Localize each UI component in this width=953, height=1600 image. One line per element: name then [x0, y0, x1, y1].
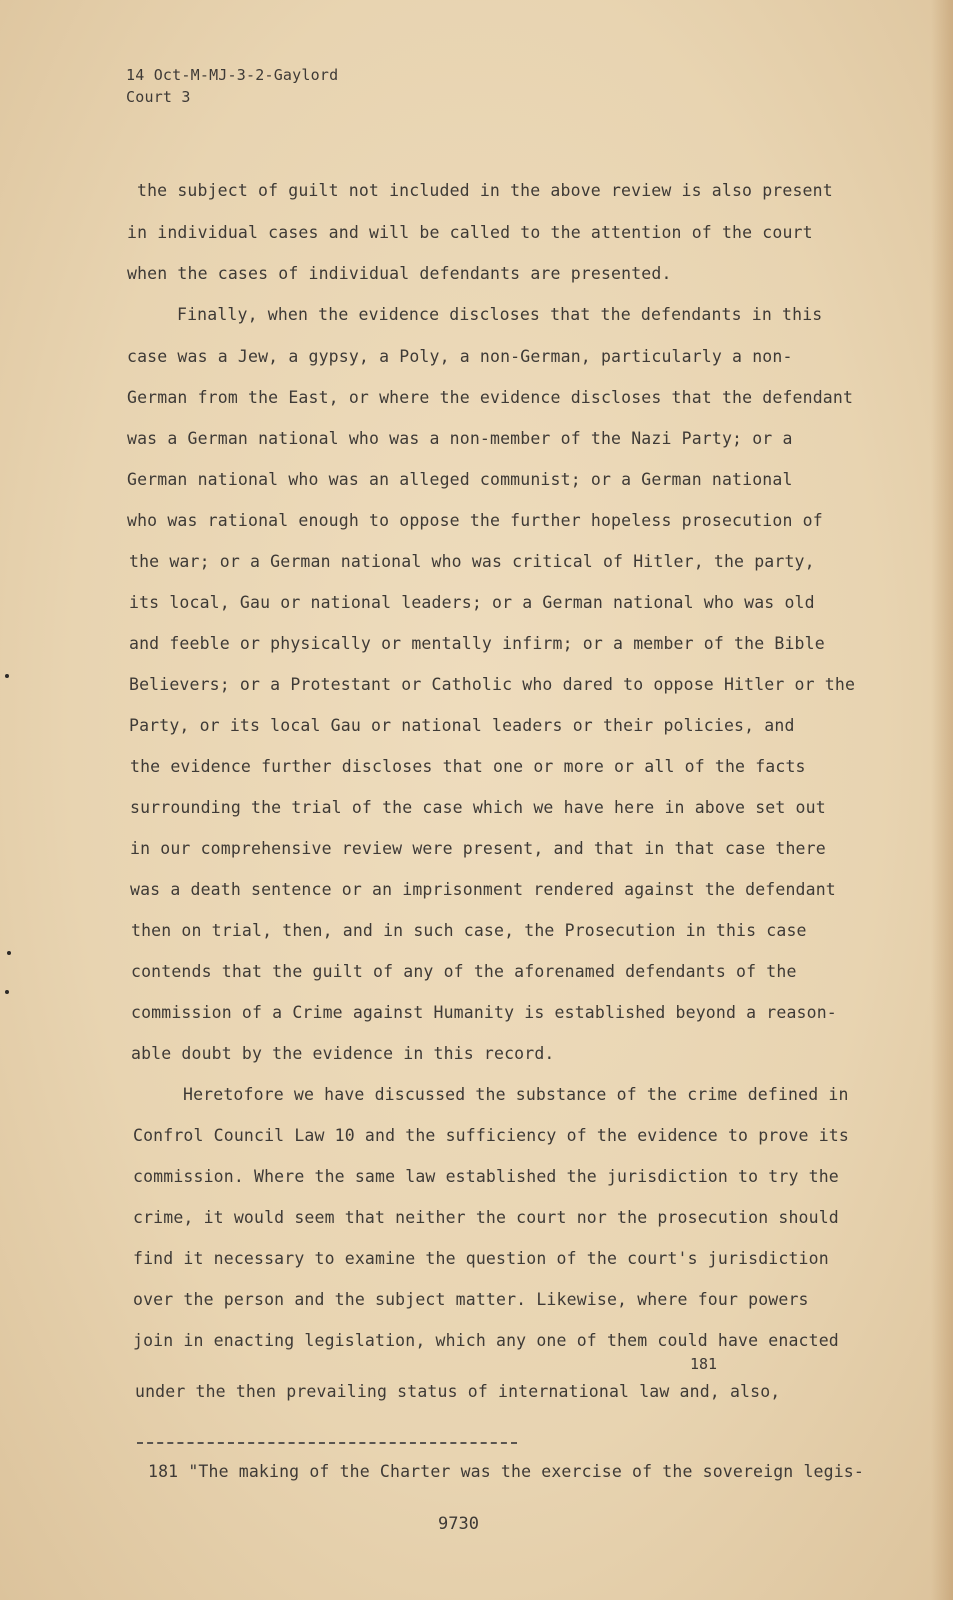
text-line: German national who was an alleged communist; or a German national [127, 470, 793, 489]
text-line: in our comprehensive review were present, and that in that case there [130, 839, 826, 858]
scan-mark [5, 674, 9, 678]
text-line: case was a Jew, a gypsy, a Poly, a non-German, particularly a non- [127, 347, 793, 366]
text-line: and feeble or physically or mentally infirm; or a member of the Bible [129, 634, 825, 653]
text-line: when the cases of individual defendants are presented. [127, 264, 672, 283]
page-edge-shadow [931, 0, 953, 1600]
text-line: was a death sentence or an imprisonment rendered against the defendant [130, 880, 836, 899]
header-court: Court 3 [126, 88, 191, 106]
text-line: Heretofore we have discussed the substance of the crime defined in [183, 1085, 849, 1104]
header-reference: 14 Oct-M-MJ-3-2-Gaylord [126, 66, 339, 84]
text-line: over the person and the subject matter. Likewise, where four powers [133, 1290, 809, 1309]
scan-mark [7, 951, 11, 955]
text-line: then on trial, then, and in such case, the Prosecution in this case [131, 921, 807, 940]
footnote-divider [137, 1442, 517, 1444]
document-header [126, 64, 338, 108]
scan-mark [5, 990, 9, 994]
text-line: find it necessary to examine the question of the court's jurisdiction [133, 1249, 829, 1268]
text-line: surrounding the trial of the case which we have here in above set out [130, 798, 826, 817]
text-line: was a German national who was a non-member of the Nazi Party; or a [127, 429, 793, 448]
text-line: the evidence further discloses that one or more or all of the facts [130, 757, 806, 776]
text-line: Believers; or a Protestant or Catholic who dared to oppose Hitler or the [129, 675, 856, 694]
text-line: Confrol Council Law 10 and the sufficiency of the evidence to prove its [133, 1126, 849, 1145]
footnote-text: 181 "The making of the Charter was the exercise of the sovereign legis- [148, 1462, 864, 1481]
text-line: Party, or its local Gau or national leaders or their policies, and [129, 716, 795, 735]
text-line: in individual cases and will be called to the attention of the court [127, 223, 813, 242]
text-line: join in enacting legislation, which any one of them could have enacted [133, 1331, 839, 1350]
text-line: contends that the guilt of any of the aforenamed defendants of the [131, 962, 797, 981]
text-line: able doubt by the evidence in this record. [131, 1044, 555, 1063]
text-line: crime, it would seem that neither the court nor the prosecution should [133, 1208, 839, 1227]
page-number: 9730 [438, 1514, 479, 1534]
text-line: its local, Gau or national leaders; or a German national who was old [129, 593, 815, 612]
text-line: commission. Where the same law established the jurisdiction to try the [133, 1167, 839, 1186]
text-line: who was rational enough to oppose the further hopeless prosecution of [127, 511, 823, 530]
text-line: the subject of guilt not included in the above review is also present [137, 181, 833, 200]
text-line: under the then prevailing status of international law and, also, [135, 1382, 781, 1401]
text-line: Finally, when the evidence discloses that the defendants in this [177, 305, 823, 324]
text-line: the war; or a German national who was critical of Hitler, the party, [129, 552, 815, 571]
text-line: German from the East, or where the evidence discloses that the defendant [127, 388, 854, 407]
text-line: commission of a Crime against Humanity is established beyond a reason- [131, 1003, 837, 1022]
footnote-reference: 181 [690, 1355, 718, 1373]
